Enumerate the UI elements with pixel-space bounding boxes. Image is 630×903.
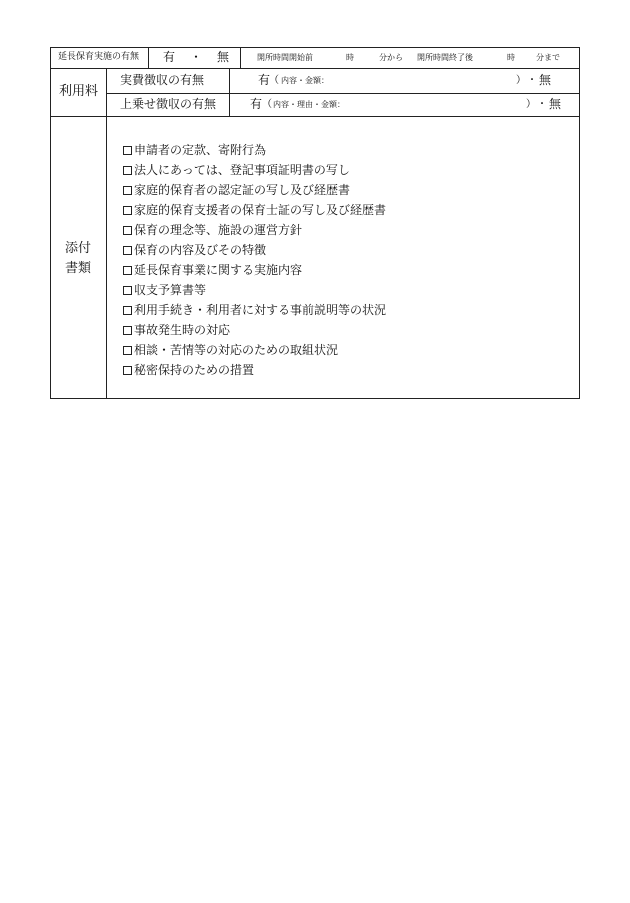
checklist-item-label: 保育の理念等、施設の運営方針 <box>134 223 303 237</box>
row-divider-3 <box>51 116 579 117</box>
extended-before-minute-from: 分から <box>379 53 403 62</box>
attachments-label-line1: 添付 <box>65 241 92 256</box>
surcharge-label: 上乗せ徴収の有無 <box>120 97 217 111</box>
checklist-item-label: 事故発生時の対応 <box>134 323 231 337</box>
checklist-item-label: 延長保育事業に関する実施内容 <box>134 263 303 277</box>
surcharge-separator: ・ <box>537 99 547 110</box>
actual-cost-separator: ・ <box>527 75 537 86</box>
checklist-item[interactable] <box>123 340 386 360</box>
checkbox-icon[interactable] <box>123 246 132 255</box>
checkbox-icon[interactable] <box>123 266 132 275</box>
surcharge-detail-label: 内容・理由・金額： <box>273 100 345 109</box>
surcharge-paren-close: ） <box>526 99 536 110</box>
checklist-item-label: 利用手続き・利用者に対する事前説明等の状況 <box>134 303 387 317</box>
checkbox-icon[interactable] <box>123 286 132 295</box>
checkbox-icon[interactable] <box>123 326 132 335</box>
checkbox-icon[interactable] <box>123 306 132 315</box>
extended-before-hour-unit: 時 <box>346 53 354 62</box>
checklist-item[interactable] <box>123 280 386 300</box>
checklist-item-label: 申請者の定款、寄附行為 <box>134 143 267 157</box>
checklist-item-label: 家庭的保育支援者の保育士証の写し及び経歴書 <box>134 203 387 217</box>
checklist-item[interactable] <box>123 240 386 260</box>
surcharge-paren-open: （ <box>262 99 272 110</box>
extended-care-no-option[interactable]: 無 <box>217 50 230 64</box>
checklist-item[interactable] <box>123 300 386 320</box>
checkbox-icon[interactable] <box>123 146 132 155</box>
checkbox-icon[interactable] <box>123 366 132 375</box>
checklist-item[interactable] <box>123 260 386 280</box>
checklist-item-label: 相談・苦情等の対応のための取組状況 <box>134 343 339 357</box>
checkbox-icon[interactable] <box>123 186 132 195</box>
extended-care-separator: ・ <box>190 50 203 64</box>
extended-care-yes-option[interactable]: 有 <box>163 50 176 64</box>
row-divider-1 <box>51 68 579 69</box>
checkbox-icon[interactable] <box>123 206 132 215</box>
checklist-item[interactable] <box>123 200 386 220</box>
checklist-item[interactable] <box>123 220 386 240</box>
actual-cost-no-option[interactable]: 無 <box>539 73 552 87</box>
surcharge-no-option[interactable]: 無 <box>549 97 562 111</box>
checklist-item[interactable] <box>123 320 386 340</box>
actual-cost-paren-close: ） <box>516 75 526 86</box>
checklist-item-label: 家庭的保育者の認定証の写し及び経歴書 <box>134 183 351 197</box>
actual-cost-detail-label: 内容・金額： <box>281 76 329 85</box>
attachments-label-line2: 書類 <box>65 261 92 276</box>
actual-cost-label: 実費徴収の有無 <box>120 73 205 87</box>
checklist-item[interactable] <box>123 160 386 180</box>
extended-after-label: 開所時間終了後 <box>417 53 473 62</box>
column-divider-fee-labels <box>229 68 230 116</box>
fees-label: 利用料 <box>59 84 99 99</box>
checklist-item-label: 法人にあっては、登記事項証明書の写し <box>134 163 350 177</box>
checklist-item-label: 秘密保持のための措置 <box>134 363 255 377</box>
attachment-checklist <box>123 140 386 380</box>
checklist-item-label: 保育の内容及びその特徴 <box>134 243 267 257</box>
actual-cost-paren-open: （ <box>269 75 279 86</box>
checklist-item[interactable] <box>123 180 386 200</box>
column-divider-extended-label <box>148 48 149 68</box>
checklist-item[interactable] <box>123 140 386 160</box>
checklist-item-label: 収支予算書等 <box>134 283 207 297</box>
extended-after-minute-until: 分まで <box>536 53 560 62</box>
checkbox-icon[interactable] <box>123 226 132 235</box>
actual-cost-yes-option[interactable]: 有 <box>258 73 271 87</box>
extended-care-label: 延長保育実施の有無 <box>58 52 140 62</box>
application-form-table <box>50 47 580 399</box>
extended-before-label: 開所時間開始前 <box>257 53 313 62</box>
column-divider-yes-no <box>240 48 241 68</box>
surcharge-yes-option[interactable]: 有 <box>250 97 263 111</box>
row-divider-2 <box>106 93 579 94</box>
column-divider-left-labels <box>106 68 107 399</box>
extended-after-hour-unit: 時 <box>507 53 515 62</box>
checklist-item[interactable] <box>123 360 386 380</box>
checkbox-icon[interactable] <box>123 166 132 175</box>
checkbox-icon[interactable] <box>123 346 132 355</box>
